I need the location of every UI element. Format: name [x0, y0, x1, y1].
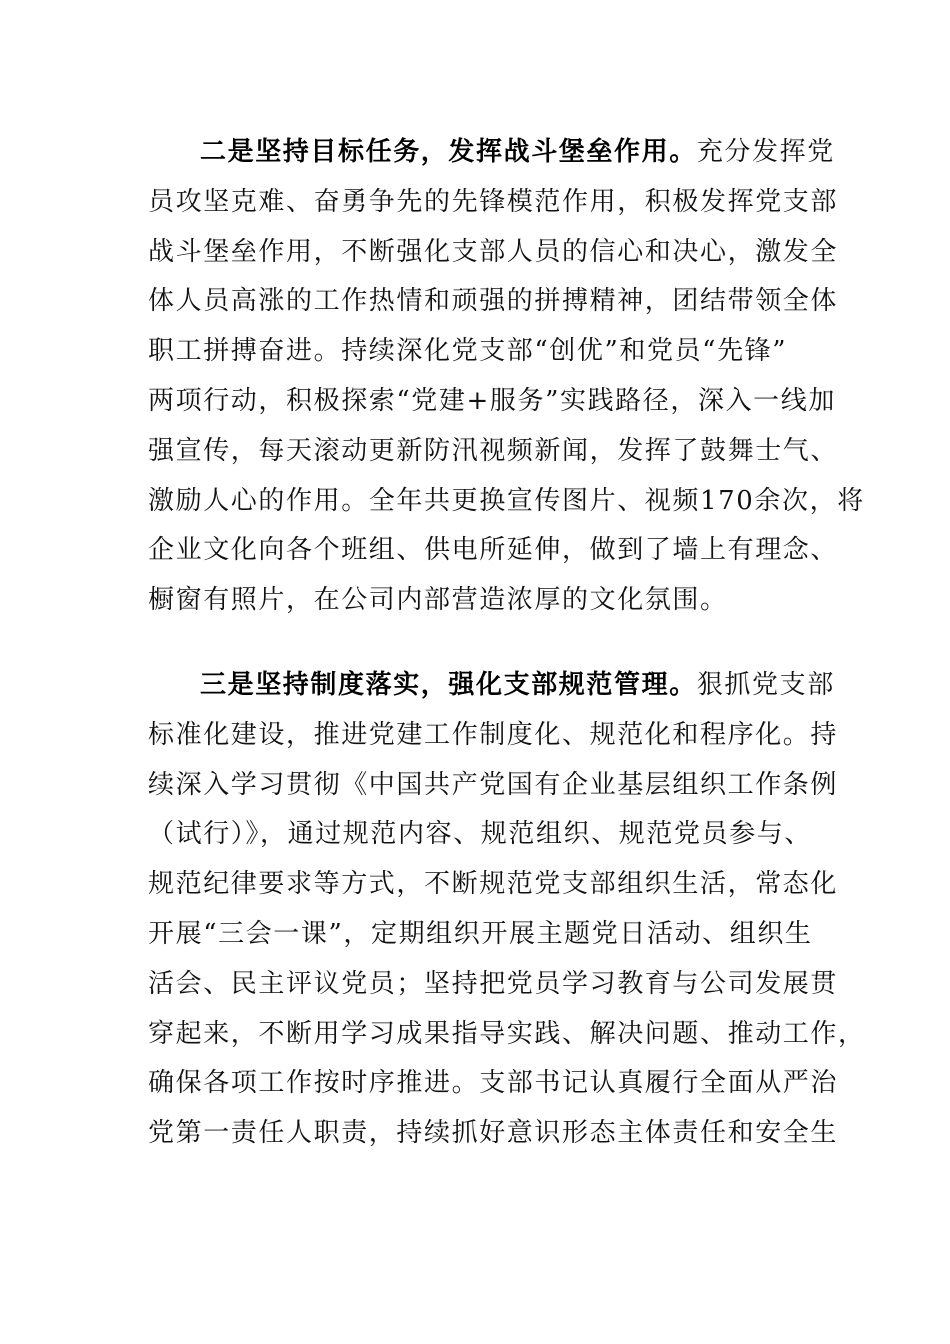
- paragraph-2-line-7: 活会、民主评议党员；坚持把党员学习教育与公司发展贯: [148, 968, 839, 999]
- paragraph-2-line-1: [148, 661, 835, 711]
- paragraph-2-line-6: 开展“三会一课”，定期组织开展主题党日活动、组织生: [148, 918, 813, 949]
- paragraph-1-line-9: 企业文化向各个班组、供电所延伸，做到了墙上有理念、: [148, 535, 839, 566]
- paragraph-1-line-10: 橱窗有照片，在公司内部营造浓厚的文化氛围。: [148, 585, 728, 616]
- paragraph-2-line-9: 确保各项工作按时序推进。支部书记认真履行全面从严治: [148, 1068, 839, 1099]
- paragraph-1-line-5: 职工拼搏奋进。持续深化党支部“创优”和党员“先锋”: [148, 336, 788, 367]
- paragraph-2: [148, 661, 866, 1159]
- paragraph-2-line-4: （试行）》，通过规范内容、规范组织、规范党员参与、: [148, 819, 813, 850]
- paragraph-1-line-1: [148, 128, 835, 178]
- paragraph-1-line-2: 员攻坚克难、奋勇争先的先锋模范作用，积极发挥党支部: [148, 186, 839, 217]
- paragraph-1-line-1-text: 充分发挥党: [696, 137, 835, 167]
- paragraph-1-line-3: 战斗堡垒作用，不断强化支部人员的信心和决心，激发全: [148, 236, 839, 267]
- paragraph-1-line-8: 激励人心的作用。全年共更换宣传图片、视频170余次，将: [148, 485, 865, 516]
- paragraph-2-lead: 三是坚持制度落实，强化支部规范管理。: [200, 670, 697, 700]
- paragraph-2-line-2: 标准化建设，推进党建工作制度化、规范化和程序化。持: [148, 719, 839, 750]
- paragraph-1-lead: 二是坚持目标任务，发挥战斗堡垒作用。: [200, 137, 697, 167]
- paragraph-2-line-5: 规范纪律要求等方式，不断规范党支部组织生活，常态化: [148, 869, 839, 900]
- paragraph-2-line-10: 党第一责任人职责，持续抓好意识形态主体责任和安全生: [148, 1118, 839, 1149]
- paragraph-2-line-8: 穿起来，不断用学习成果指导实践、解决问题、推动工作，: [148, 1018, 866, 1049]
- paragraph-1: [148, 128, 865, 626]
- paragraph-1-line-6: 两项行动，积极探索“党建+服务”实践路径，深入一线加: [148, 385, 836, 416]
- paragraph-1-line-4: 体人员高涨的工作热情和顽强的拼搏精神，团结带领全体: [148, 286, 839, 317]
- paragraph-2-line-3: 续深入学习贯彻《中国共产党国有企业基层组织工作条例: [148, 769, 839, 800]
- paragraph-2-line-1-text: 狠抓党支部: [696, 670, 835, 700]
- paragraph-1-line-7: 强宣传，每天滚动更新防汛视频新闻，发挥了鼓舞士气、: [148, 435, 839, 466]
